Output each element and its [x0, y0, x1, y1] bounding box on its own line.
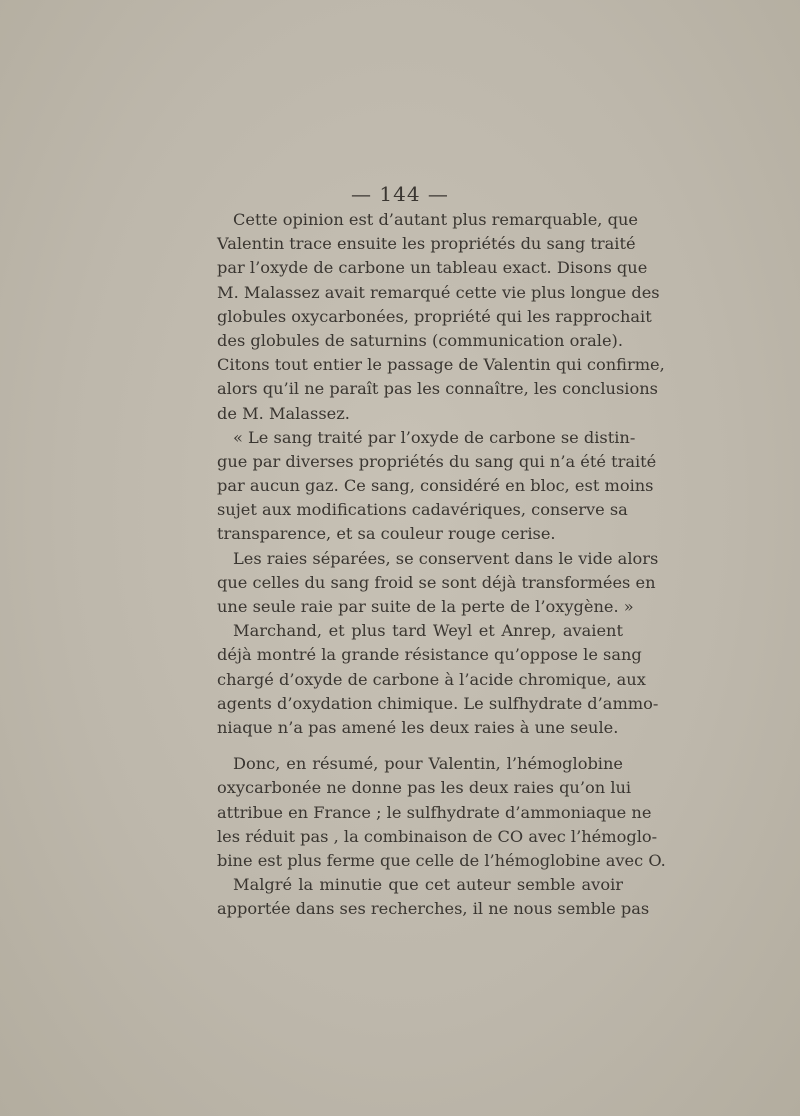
text-line: alors qu’il ne paraît pas les connaître, les conclusions	[217, 379, 658, 399]
text-line: Valentin trace ensuite les propriétés du sang traité	[217, 234, 636, 254]
text-line: Les raies séparées, se conservent dans le vide alors	[233, 548, 659, 568]
text-line: attribue en France ; le sulfhydrate d’ammoniaque ne	[217, 802, 652, 822]
text-line: niaque n’a pas amené les deux raies à une seule.	[217, 717, 619, 737]
text-line: M. Malassez avait remarqué cette vie plus longue des	[217, 282, 660, 302]
text-line: par aucun gaz. Ce sang, considéré en bloc, est moins	[217, 476, 654, 496]
text-line: de M. Malassez.	[217, 403, 350, 423]
text-line: une seule raie par suite de la perte de l’oxygène. »	[217, 597, 634, 616]
text-line: que celles du sang froid se sont déjà transformées en	[217, 572, 656, 592]
text-line: gue par diverses propriétés du sang qui n’a été traité	[217, 451, 657, 471]
text-line: Marchand, et plus tard Weyl et Anrep, avaient	[233, 621, 623, 641]
text-line: déjà montré la grande résistance qu’oppose le sang	[217, 645, 642, 665]
body-text	[217, 208, 666, 921]
text-line: Cette opinion est d’autant plus remarquable, que	[233, 210, 638, 229]
text-line: chargé d’oxyde de carbone à l’acide chromique, aux	[217, 669, 646, 689]
text-line: agents d’oxydation chimique. Le sulfhydrate d’ammo-	[217, 693, 659, 713]
text-line: bine est plus ferme que celle de l’hémoglobine avec O.	[217, 850, 666, 870]
page-number: — 144 —	[351, 182, 449, 206]
text-line: sujet aux modifications cadavériques, conserve sa	[217, 500, 628, 520]
text-line: oxycarbonée ne donne pas les deux raies qu’on lui	[217, 778, 632, 798]
text-line: les réduit pas , la combinaison de CO avec l’hémoglo-	[217, 826, 658, 846]
text-line: « Le sang traité par l’oxyde de carbone se distin-	[233, 427, 636, 447]
text-line: Donc, en résumé, pour Valentin, l’hémoglobine	[233, 754, 623, 774]
paragraph-gap	[217, 740, 623, 752]
text-line: apportée dans ses recherches, il ne nous semble pas	[217, 899, 650, 919]
text-line: Citons tout entier le passage de Valentin qui confirme,	[217, 355, 665, 375]
text-line: globules oxycarbonées, propriété qui les rapprochait	[217, 306, 652, 326]
text-line: des globules de saturnins (communication orale).	[217, 330, 623, 350]
text-line: par l’oxyde de carbone un tableau exact. Disons que	[217, 258, 648, 278]
text-line: Malgré la minutie que cet auteur semble avoir	[233, 875, 623, 895]
text-line: transparence, et sa couleur rouge cerise.	[217, 524, 556, 544]
